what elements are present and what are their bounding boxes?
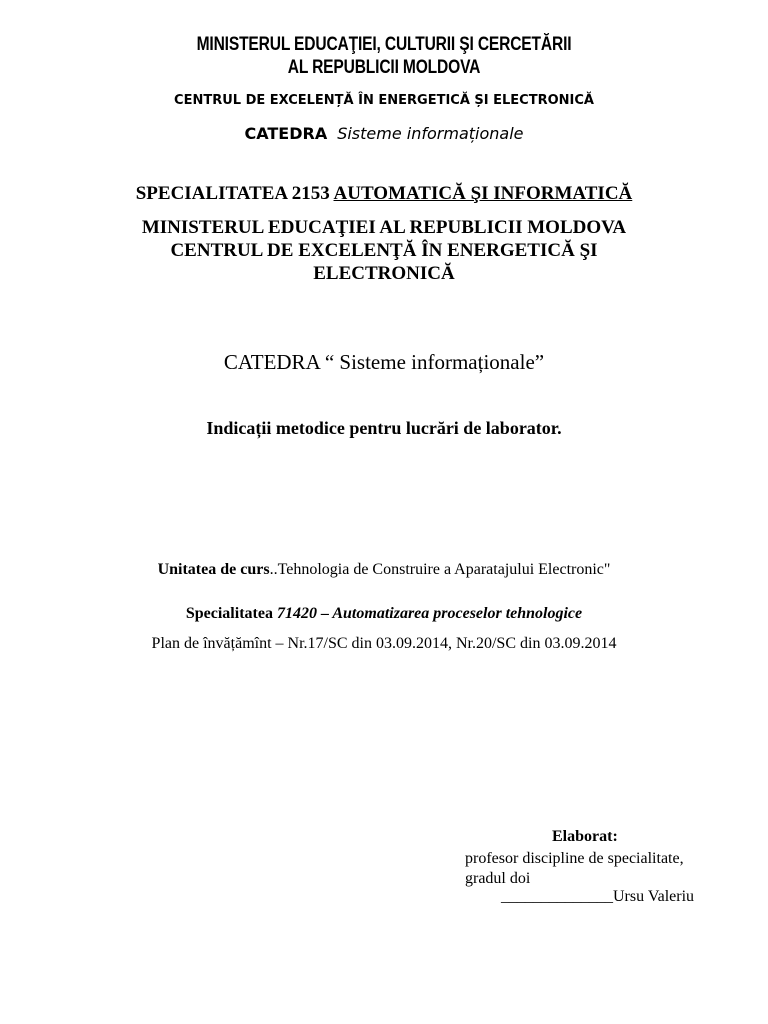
course-line: [0, 561, 768, 579]
ministry-line-2: AL REPUBLICII MOLDOVA: [287, 57, 481, 78]
author-role-line-1: profesor discipline de specialitate,: [465, 850, 684, 867]
specialitatea-line: [0, 605, 768, 623]
catedra-header: [0, 124, 768, 143]
author-signature-line: ______________Ursu Valeriu: [501, 888, 695, 905]
specialitatea-value: 71420 – Automatizarea proceselor tehnologice: [276, 605, 583, 622]
specialty-prefix: SPECIALITATEA 2153: [135, 183, 334, 204]
author-heading: Elaborat:: [552, 828, 618, 845]
specialty-line: [0, 183, 768, 205]
second-header-line-1: MINISTERUL EDUCAŢIEI AL REPUBLICII MOLDOVA: [141, 217, 627, 238]
author-role-line-2: gradul doi: [465, 870, 531, 887]
plan-line: Plan de învățămînt – Nr.17/SC din 03.09.2014, Nr.20/SC din 03.09.2014: [151, 635, 617, 652]
catedra-label: CATEDRA: [244, 124, 328, 143]
specialitatea-label: Specialitatea: [185, 605, 277, 622]
second-header-line-2: CENTRUL DE EXCELENŢĂ ÎN ENERGETICĂ ŞI: [170, 240, 598, 261]
ministry-line-1: MINISTERUL EDUCAŢIEI, CULTURII ŞI CERCETĂRII: [196, 34, 572, 55]
center-name: CENTRUL DE EXCELENȚĂ ÎN ENERGETICĂ ȘI ELECTRONICĂ: [174, 93, 594, 108]
catedra-value: Sisteme informaționale: [337, 124, 524, 143]
document-title: Indicații metodice pentru lucrări de laborator.: [206, 418, 562, 438]
specialty-name: AUTOMATICĂ ŞI INFORMATICĂ: [333, 183, 633, 204]
course-value: ..Tehnologia de Construire a Aparatajului Electronic": [269, 561, 611, 578]
catedra-title: CATEDRA “ Sisteme informaționale”: [223, 350, 545, 374]
course-label: Unitatea de curs: [157, 561, 270, 578]
second-header-line-3: ELECTRONICĂ: [313, 263, 455, 284]
